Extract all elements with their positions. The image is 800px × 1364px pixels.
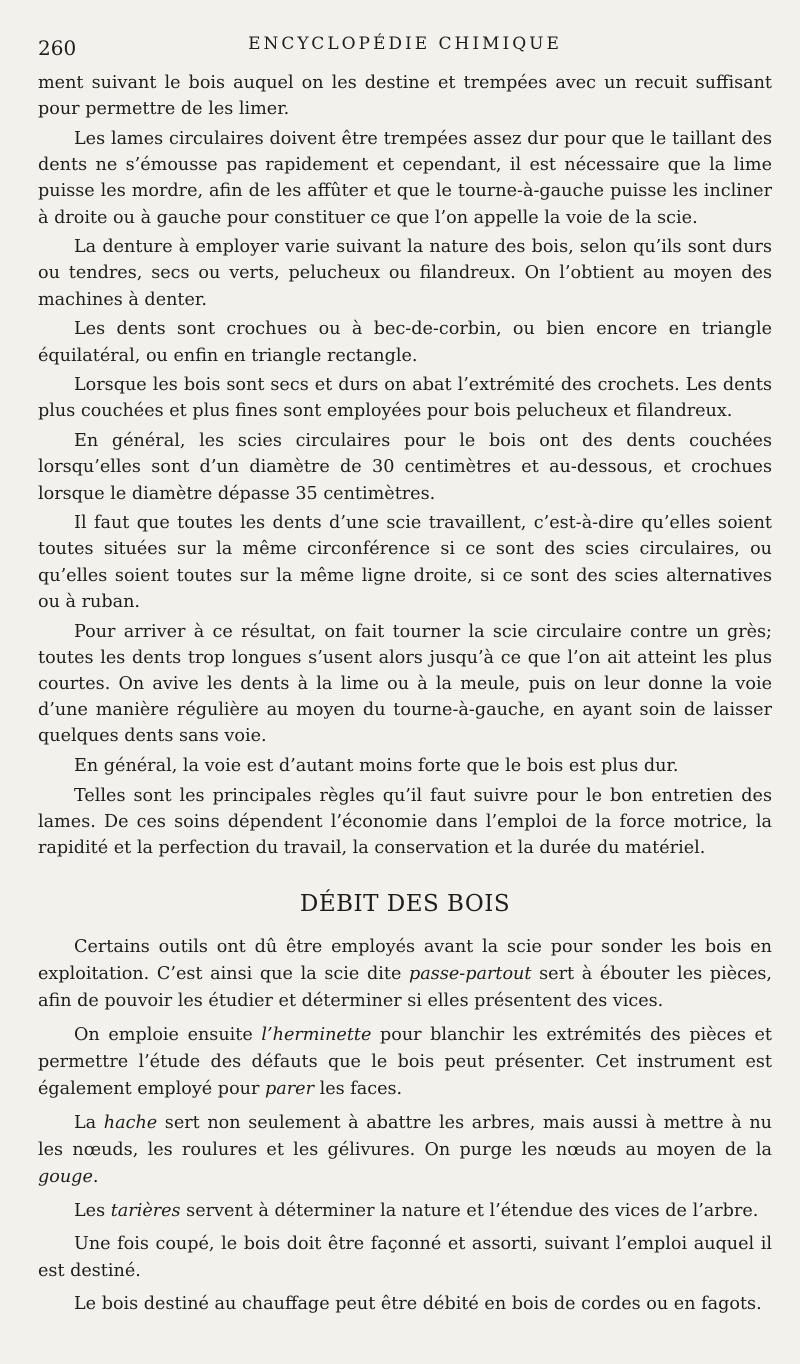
paragraph: Pour arriver à ce résultat, on fait tourner la scie circulaire contre un grès; toutes les dents trop longues s’usent alors jusqu’à ce que l’on ait atteint les plus courtes. On avive les dents à la lime ou à la meule, puis on leur donne la voie d’une manière régulière au moyen du tourne-à-gauche, en ayant soin de laisser quelques dents sans voie.	[38, 621, 772, 747]
term-passe-partout: passe-partout	[409, 964, 532, 984]
term-parer: parer	[265, 1079, 314, 1100]
body-text	[38, 70, 772, 1325]
text-run: sert non seulement à abattre les arbres, mais aussi à mettre à nu les nœuds, les roulures et les gélivures. On purge les nœuds au moyen de la	[38, 1112, 772, 1161]
text-run: les faces.	[314, 1079, 403, 1100]
paragraph: Lorsque les bois sont secs et durs on abat l’extrémité des crochets. Les dents plus couchées et plus fines sont employées pour bois pelucheux et filandreux.	[38, 375, 772, 422]
section-body	[38, 934, 772, 1319]
text-run: .	[92, 1167, 99, 1188]
term-gouge: gouge	[38, 1167, 93, 1188]
paragraph: ment suivant le bois auquel on les destine et trempées avec un recuit suffisant pour permettre de les limer.	[38, 73, 772, 120]
term-tarieres: tarières	[110, 1200, 181, 1221]
paragraph: La denture à employer varie suivant la nature des bois, selon qu’ils sont durs ou tendres, secs ou verts, pelucheux ou filandreux. On l’obtient au moyen des machines à denter.	[38, 237, 772, 310]
paragraph: Telles sont les principales règles qu’il faut suivre pour le bon entretien des lames. De ces soins dépendent l’économie dans l’emploi de la force motrice, la rapidité et la perfection du travail, la conservation et la durée du matériel.	[38, 785, 772, 859]
text-run: sert à ébouter les pièces, afin de pouvoir les étudier et déterminer si elles présentent des vices.	[38, 964, 772, 1012]
text-run: Certains outils ont dû être employés avant la scie pour sonder les bois en exploitation. C’est ainsi que la scie dite	[38, 936, 772, 984]
text-run: pour blanchir les extrémités des pièces et permettre l’étude des défauts que le bois peut présenter. Cet instrument est également employé pour	[38, 1024, 772, 1100]
page-header	[38, 34, 772, 60]
paragraph: Les lames circulaires doivent être trempées assez dur pour que le taillant des dents ne s’émousse pas rapidement et cependant, il est nécessaire que la lime puisse les mordre, afin de les affûter et que le tourne-à-gauche puisse les incliner à droite ou à gauche pour constituer ce que l’on appelle la voie de la scie.	[38, 128, 772, 228]
paragraph: Une fois coupé, le bois doit être façonné et assorti, suivant l’emploi auquel il est destiné.	[38, 1233, 772, 1282]
paragraph: En général, les scies circulaires pour le bois ont des dents couchées lorsqu’elles sont d’un diamètre de 30 centimètres et au-dessous, et crochues lorsque le diamètre dépasse 35 centimètres.	[38, 431, 772, 504]
section-heading: DÉBIT DES BOIS	[299, 891, 511, 918]
page-number: 260	[38, 36, 77, 60]
paragraph	[38, 1110, 772, 1192]
paragraph	[38, 934, 772, 1016]
paragraph	[38, 1198, 772, 1225]
paragraph: Le bois destiné au chauffage peut être débité en bois de cordes ou en fagots.	[74, 1294, 762, 1315]
text-run: Les	[74, 1200, 111, 1221]
paragraph: Les dents sont crochues ou à bec-de-corbin, ou bien encore en triangle équilatéral, ou enfin en triangle rectangle.	[38, 319, 772, 366]
term-hache: hache	[103, 1112, 158, 1133]
paragraph	[38, 1022, 772, 1104]
text-run: servent à déterminer la nature et l’étendue des vices de l’arbre.	[180, 1200, 759, 1221]
running-title: ENCYCLOPÉDIE CHIMIQUE	[248, 34, 562, 54]
paragraph: En général, la voie est d’autant moins forte que le bois est plus dur.	[74, 756, 679, 777]
text-run: On emploie ensuite	[74, 1024, 262, 1045]
text-run: La	[74, 1112, 104, 1133]
term-herminette: l’herminette	[261, 1024, 372, 1045]
paragraph: Il faut que toutes les dents d’une scie travaillent, c’est-à-dire qu’elles soient toutes situées sur la même circonférence si ce sont des scies circulaires, ou qu’elles soient toutes sur la même ligne droite, si ce sont des scies alternatives ou à ruban.	[38, 513, 772, 612]
